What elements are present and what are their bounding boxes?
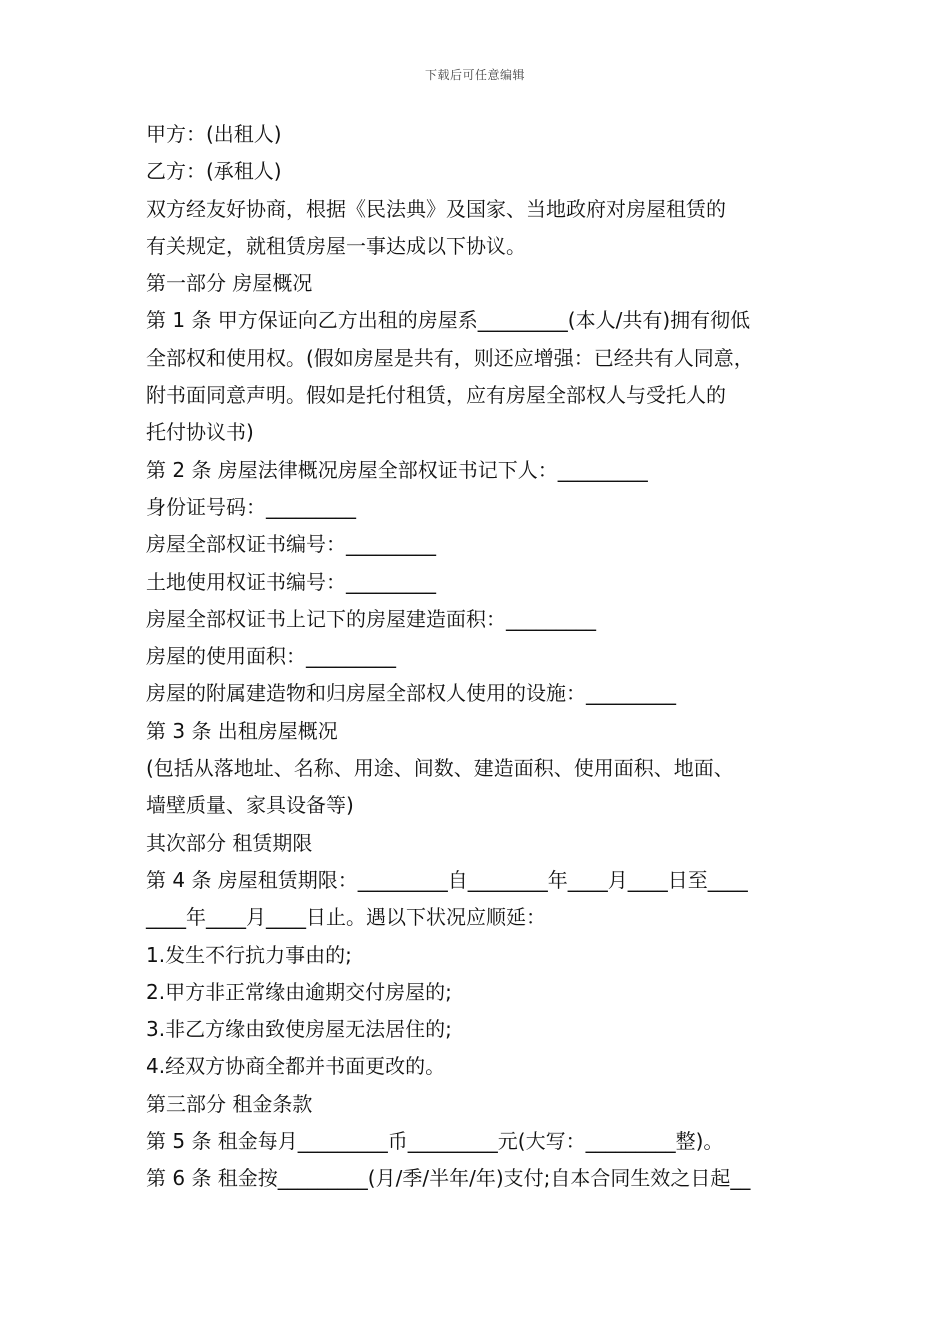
list-item: 1.发生不行抗力事由的; xyxy=(146,942,352,967)
section-heading: 第一部分 房屋概况 xyxy=(146,271,313,296)
text-line: 房屋的附属建造物和归房屋全部权人使用的设施：_________ xyxy=(146,681,676,706)
list-item: 3.非乙方缘由致使房屋无法居住的; xyxy=(146,1017,452,1042)
text-line: 墙壁质量、家具设备等) xyxy=(146,793,354,818)
text-line: 房屋的使用面积：_________ xyxy=(146,644,396,669)
text-line: 房屋全部权证书上记下的房屋建造面积：_________ xyxy=(146,606,596,631)
text-line: 甲方：(出租人) xyxy=(146,122,282,146)
text-line: 身份证号码：_________ xyxy=(146,494,356,519)
section-heading: 第三部分 租金条款 xyxy=(146,1091,313,1116)
text-line: 第 3 条 出租房屋概况 xyxy=(146,718,338,743)
text-line: 第 2 条 房屋法律概况房屋全部权证书记下人：_________ xyxy=(146,457,648,482)
section-heading: 其次部分 租赁期限 xyxy=(146,830,313,855)
text-line: 有关规定，就租赁房屋一事达成以下协议。 xyxy=(146,233,526,258)
text-line: 全部权和使用权。(假如房屋是共有，则还应增强：已经共有人同意， xyxy=(146,345,754,370)
text-line: 托付协议书) xyxy=(146,420,254,445)
list-item: 2.甲方非正常缘由逾期交付房屋的; xyxy=(146,979,452,1004)
list-item: 4.经双方协商全都并书面更改的。 xyxy=(146,1054,446,1079)
text-line: 双方经友好协商，根据《民法典》及国家、当地政府对房屋租赁的 xyxy=(146,196,726,221)
page-header: 下载后可任意编辑 xyxy=(424,68,525,82)
text-line: 乙方：(承租人) xyxy=(146,159,282,184)
text-line: 附书面同意声明。假如是托付租赁，应有房屋全部权人与受托人的 xyxy=(146,383,726,408)
text-line: 第 4 条 房屋租赁期限：_________自________年____月____日至____ xyxy=(146,867,748,892)
text-line: 土地使用权证书编号：_________ xyxy=(146,569,436,594)
text-line: 第 5 条 租金每月_________币_________元(大写：_________整)。 xyxy=(146,1129,724,1154)
text-line: ____年____月____日止。遇以下状况应顺延： xyxy=(146,905,546,930)
text-line: 第 1 条 甲方保证向乙方出租的房屋系_________(本人/共有)拥有彻低 xyxy=(146,308,751,333)
document-body xyxy=(146,116,816,1198)
text-line: 第 6 条 租金按_________(月/季/半年/年)支付;自本合同生效之日起__ xyxy=(146,1166,751,1191)
text-line: (包括从落地址、名称、用途、间数、建造面积、使用面积、地面、 xyxy=(146,756,734,781)
text-line: 房屋全部权证书编号：_________ xyxy=(146,532,436,557)
